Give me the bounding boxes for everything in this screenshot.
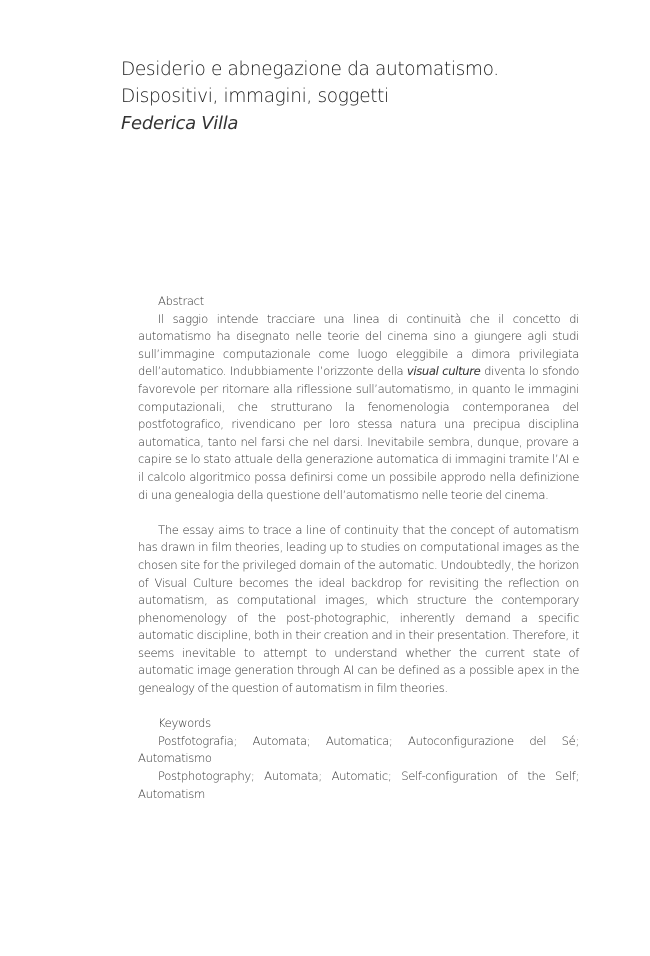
article-title-line-1: Desiderio e abnegazione da automatismo. [121, 59, 499, 80]
abstract-heading: Abstract [158, 294, 204, 308]
keywords-heading: Keywords [158, 716, 211, 731]
abstract-italian-italic: visual culture [406, 364, 481, 379]
keywords-italian: Postfotografia; Automata; Automatica; Autoconfigurazione del Sé; Automatismo [138, 733, 579, 766]
author-name: Federica Villa [121, 113, 239, 134]
abstract-english: The essay aims to trace a line of continuity that the concept of automatism has drawn in film theories, leading up to studies on computational images as the chosen site for the privileged domain of the automatic. Undoubtedly, the horizon of Visual Culture becomes the ideal backdrop for revisiting the reflection on automatism, as computational images, which structure the contemporary phenomenology of the post-photographic, inherently demand a specific automatic discipline, both in their creation and in their presentation. Therefore, it seems inevitable to attempt to understand whether the current state of automatic image generation through AI can be defined as a possible apex in the genealogy of the question of automatism in film theories. [138, 522, 579, 696]
abstract-section [138, 293, 579, 803]
abstract-italian-text-2: diventa lo sfondo favorevole per ritornare alla riflessione sull’automatismo, in quanto le immagini computazionali, che strutturano la fenomenologia contemporanea del postfotografico, rivendicano per loro stessa natura una precipua disciplina automatica, tanto nel farsi che nel darsi. Inevitabile sembra, dunque, provare a capire se lo stato attuale della generazione automatica di immagini tramite l’AI e il calcolo algoritmico possa definirsi come un possibile approdo nella definizione di una genealogia della questione dell’automatismo nelle teorie del cinema. [138, 364, 579, 502]
abstract-italian-text-1: Il saggio intende tracciare una linea di continuità che il concetto di automatismo ha disegnato nelle teorie del cinema sino a giungere agli studi sull’immagine computazionale come luogo eleggibile a dimora privilegiata dell’automatico. Indubbiamente l’orizzonte della [138, 311, 579, 379]
abstract-italian [138, 311, 579, 505]
title-block [121, 56, 591, 137]
keywords-english: Postphotography; Automata; Automatic; Self-configuration of the Self; Automatism [138, 769, 579, 801]
article-title-line-2: Dispositivi, immagini, soggetti [121, 86, 389, 107]
